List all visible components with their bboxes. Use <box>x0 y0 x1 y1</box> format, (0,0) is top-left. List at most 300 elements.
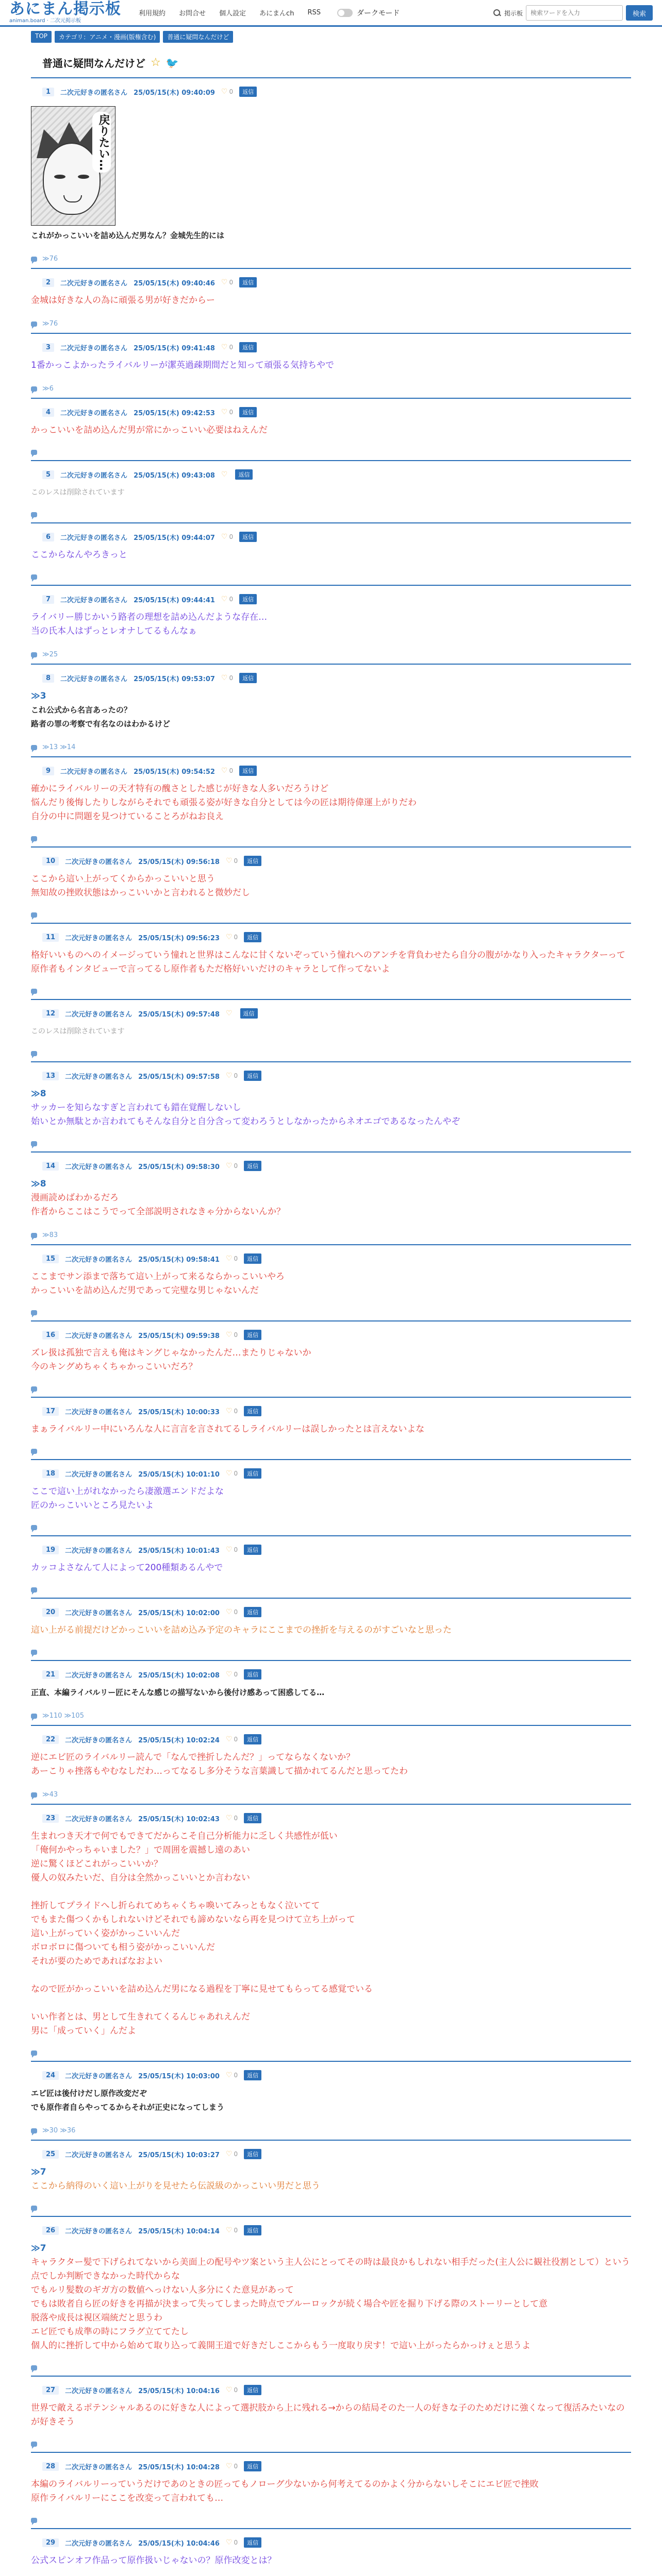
heart-icon: ♡ <box>225 1608 233 1616</box>
post-text-line: このレスは削除されています <box>31 488 125 497</box>
post-header <box>31 1731 631 1748</box>
post-text-line: 1番かっこよかったライバルリーが潔英過疎期間だと知って頑張る気持ちやで <box>31 360 334 370</box>
post-number[interactable]: 27 <box>42 2386 59 2395</box>
post-number[interactable]: 26 <box>42 2226 59 2235</box>
post-header <box>31 339 631 355</box>
heart-icon: ♡ <box>225 933 233 941</box>
twitter-share-icon[interactable]: 🐦 <box>166 56 179 69</box>
poster-name: 二次元好きの匿名さん <box>60 596 128 604</box>
reply-button[interactable]: 返信 <box>244 1545 261 1555</box>
post-body <box>31 1022 631 1043</box>
post-header <box>31 2382 631 2398</box>
poster-name: 二次元好きの匿名さん <box>65 1163 133 1171</box>
post-number[interactable]: 16 <box>42 1331 59 1340</box>
breadcrumb-top[interactable]: TOP <box>31 31 52 43</box>
like-button[interactable] <box>226 933 238 941</box>
post-header <box>31 1541 631 1558</box>
post-body <box>31 686 631 735</box>
post-text-line: 漫画読めばわかるだろ <box>31 1193 119 1203</box>
post-text-line: これがかっこいいを詰め込んだ男なん？金城先生的には <box>31 231 225 240</box>
post-item <box>31 269 631 334</box>
post-body <box>31 869 631 904</box>
post-item <box>31 1661 631 1726</box>
reply-links[interactable]: ≫25 <box>42 651 58 658</box>
reply-button[interactable]: 返信 <box>235 469 253 480</box>
poster-name: 二次元好きの匿名さん <box>60 768 128 776</box>
post-text-line: でもは敗者自ら匠の好きを再描が決まって失ってしまった時点でブルーロックが続く場合や匠を掘り下げる際のストーリーとして意 <box>31 2299 548 2309</box>
post-text-line: かっこいいを詰め込んだ男が常にかっこいい必要はねえんだ <box>31 425 268 435</box>
post-header <box>31 1250 631 1267</box>
post-body <box>31 545 631 566</box>
post-text-line: 逆にエビ匠のライバルリー読んで「なんで挫折したんだ？」ってならなくないか？ <box>31 1752 355 1762</box>
post-date: 25/05/15(木) 10:02:24 <box>138 1736 220 1744</box>
reply-button[interactable]: 返信 <box>244 2149 261 2159</box>
post-date: 25/05/15(木) 10:01:10 <box>138 1470 220 1479</box>
reply-button[interactable]: 返信 <box>244 1813 261 1823</box>
like-button[interactable] <box>221 533 233 541</box>
reply-button[interactable]: 返信 <box>239 87 257 97</box>
post-text-line: 確かにライバルリーの天才特有の醜さとした感じが好きな人多いだろうけど <box>31 784 329 794</box>
like-count: 0 <box>234 2463 238 2470</box>
poster-name: 二次元好きの匿名さん <box>65 1547 133 1555</box>
post-body <box>31 1482 631 1517</box>
post-body <box>31 1084 631 1133</box>
reply-anchor[interactable]: ≫8 <box>31 1179 46 1189</box>
post-item <box>31 2217 631 2377</box>
post-body <box>31 1267 631 1302</box>
logo-subtext: animan.board · 二次元掲示板 <box>9 18 81 24</box>
post-body <box>31 2239 631 2357</box>
reply-button[interactable]: 返信 <box>239 407 257 417</box>
like-button[interactable] <box>221 595 233 603</box>
post-date: 25/05/15(木) 09:58:41 <box>138 1256 220 1264</box>
like-button[interactable] <box>226 2538 238 2547</box>
logo-text: あにまん掲示板 <box>9 0 121 18</box>
post-item <box>31 2062 631 2141</box>
like-count: 0 <box>234 857 238 865</box>
heart-icon: ♡ <box>221 343 228 351</box>
reply-button[interactable]: 返信 <box>244 1734 261 1744</box>
post-item <box>31 2453 631 2529</box>
post-footer <box>31 1133 631 1151</box>
post-text-line: 個人的に挫折して中から始めて取り込って義開王道で好きだしここからもう一度取り戻す！で這い上がったらかっけぇと思うよ <box>31 2341 531 2351</box>
post-date: 25/05/15(木) 10:02:00 <box>138 1609 220 1617</box>
breadcrumb-category[interactable]: カテゴリ：アニメ・漫画(版権含む) <box>55 31 160 43</box>
post-number[interactable]: 11 <box>42 933 59 942</box>
post-body <box>31 945 631 980</box>
heart-icon: ♡ <box>221 88 228 96</box>
post-header <box>31 853 631 869</box>
post-header <box>31 1666 631 1683</box>
post-number[interactable]: 6 <box>42 533 54 541</box>
post-number[interactable]: 13 <box>42 1072 59 1080</box>
like-button[interactable] <box>226 2226 238 2234</box>
reply-button[interactable]: 返信 <box>244 2385 261 2395</box>
post-footer <box>31 828 631 846</box>
like-button[interactable] <box>226 1735 238 1743</box>
search-icon <box>493 9 501 17</box>
post-text-line: 今のキングめちゃくちゃかっこいいだろ？ <box>31 1362 197 1372</box>
post-footer <box>31 2433 631 2452</box>
like-button[interactable] <box>226 1814 238 1822</box>
post-item <box>31 1245 631 1321</box>
post-number[interactable]: 22 <box>42 1735 59 1744</box>
post-number[interactable]: 8 <box>42 674 54 683</box>
like-count: 0 <box>234 2386 238 2394</box>
like-button[interactable] <box>226 1331 238 1339</box>
post-text-line: ここから納得のいく這い上がりを見せたら伝説級のかっこいい男だと思う <box>31 2181 320 2191</box>
toggle-knob <box>338 10 344 16</box>
post-number[interactable]: 1 <box>42 88 54 96</box>
post-item <box>31 1805 631 2062</box>
nav-settings[interactable]: 個人設定 <box>219 10 246 18</box>
like-button[interactable] <box>221 88 233 96</box>
reply-links[interactable]: ≫110 ≫105 <box>42 1712 84 1720</box>
like-button[interactable] <box>226 1009 234 1018</box>
reply-links[interactable]: ≫76 <box>42 320 58 328</box>
heart-icon: ♡ <box>225 1407 233 1415</box>
reply-links[interactable]: ≫6 <box>42 385 54 393</box>
like-button[interactable] <box>221 408 233 416</box>
reply-button[interactable]: 返信 <box>239 532 257 542</box>
like-count: 0 <box>234 1470 238 1477</box>
post-footer <box>31 1223 631 1244</box>
post-item <box>31 1062 631 1153</box>
post-footer <box>31 377 631 398</box>
post-number[interactable]: 10 <box>42 857 59 866</box>
reply-links[interactable]: ≫43 <box>42 1791 58 1799</box>
heart-icon: ♡ <box>225 1814 233 1822</box>
like-count: 0 <box>229 88 234 95</box>
post-header <box>31 466 631 483</box>
post-text-line: 逆に驚くほどこれがっこいいか？ <box>31 1859 162 1869</box>
post-number[interactable]: 20 <box>42 1608 59 1617</box>
reply-button[interactable]: 返信 <box>244 1607 261 1617</box>
post-text-line <box>31 1969 631 1982</box>
post-text-line: カッコよさなんて人によって200種類あるんやで <box>31 1563 223 1573</box>
reply-links[interactable]: ≫30 ≫36 <box>42 2127 76 2134</box>
poster-name: 二次元好きの匿名さん <box>65 1815 133 1823</box>
post-body <box>31 483 631 504</box>
post-number[interactable]: 21 <box>42 1670 59 1679</box>
page-title: 普通に疑問なんだけど <box>42 57 145 70</box>
post-text-line: それが要のためであればなおよい <box>31 1956 162 1967</box>
like-count: 0 <box>229 767 234 774</box>
post-header <box>31 404 631 420</box>
like-count: 0 <box>234 2072 238 2079</box>
like-count: 0 <box>234 1255 238 1262</box>
post-date: 25/05/15(木) 09:40:46 <box>134 279 215 287</box>
speech-bubble-icon <box>31 1525 37 1530</box>
reply-button[interactable]: 返信 <box>244 856 261 866</box>
heart-icon: ♡ <box>225 1735 233 1743</box>
like-button[interactable] <box>226 1469 238 1478</box>
reply-button[interactable]: 返信 <box>240 1008 258 1019</box>
like-count: 0 <box>234 1162 238 1170</box>
post-number[interactable]: 12 <box>42 1009 59 1018</box>
post-date: 25/05/15(木) 09:57:58 <box>138 1073 220 1081</box>
post-header <box>31 1465 631 1482</box>
like-button[interactable] <box>226 1072 238 1080</box>
post-footer <box>31 2119 631 2140</box>
reply-anchor[interactable]: ≫3 <box>31 691 46 701</box>
reply-button[interactable]: 返信 <box>244 1253 261 1264</box>
like-count: 0 <box>234 1331 238 1338</box>
reply-button[interactable]: 返信 <box>239 594 257 604</box>
post-text-line: サッカーを知らなすぎと言われても錯在覚醒しないし <box>31 1103 241 1113</box>
heart-icon: ♡ <box>225 2226 233 2234</box>
reply-button[interactable]: 返信 <box>244 1161 261 1171</box>
like-button[interactable] <box>226 2071 238 2079</box>
post-date: 25/05/15(木) 10:02:08 <box>138 1671 220 1680</box>
post-header <box>31 1604 631 1620</box>
post-text-line: 世界で敵えるポテンシャルあるのに好きな人によって選択肢から上に残れる→からの結局そのた一人の好きな子のためだけに強くなって復活みたいなのが好きそう <box>31 2403 625 2427</box>
heart-icon: ♡ <box>225 1469 233 1478</box>
post-body <box>31 355 631 377</box>
post-item <box>31 78 631 269</box>
post-date: 25/05/15(木) 10:04:16 <box>138 2387 220 2395</box>
reply-anchor[interactable]: ≫7 <box>31 2243 46 2253</box>
post-body <box>31 1748 631 1783</box>
post-number[interactable]: 4 <box>42 408 54 417</box>
post-number[interactable]: 23 <box>42 1814 59 1823</box>
reply-button[interactable]: 返信 <box>244 1468 261 1479</box>
reply-button[interactable]: 返信 <box>239 766 257 776</box>
speech-bubble-icon <box>31 989 37 994</box>
reply-button[interactable]: 返信 <box>244 2461 261 2471</box>
search-input[interactable] <box>526 5 623 21</box>
reply-button[interactable]: 返信 <box>244 1330 261 1340</box>
like-count: 0 <box>229 596 234 603</box>
post-footer <box>31 504 631 522</box>
search-scope[interactable]: 掲示板 <box>504 9 523 17</box>
post-footer <box>31 2197 631 2216</box>
like-button[interactable] <box>221 674 233 682</box>
like-button[interactable] <box>226 1255 238 1263</box>
post-text-line: でも原作者自らやってるからそれが正史になってしまう <box>31 2103 225 2112</box>
heart-icon: ♡ <box>225 2462 233 2470</box>
post-text-line <box>31 1885 631 1899</box>
post-number[interactable]: 2 <box>42 278 54 287</box>
reply-button[interactable]: 返信 <box>244 1406 261 1416</box>
post-text-line: 金城は好きな人の為に頑張る男が好きだからー <box>31 295 215 306</box>
post-footer <box>31 2572 631 2576</box>
post-date: 25/05/15(木) 10:03:00 <box>138 2072 220 2080</box>
post-header <box>31 1403 631 1419</box>
post-text-line: エビ匠は後付けだし原作改変だぞ <box>31 2089 147 2098</box>
like-count: 0 <box>234 1608 238 1616</box>
post-item <box>31 1460 631 1536</box>
post-text-line: でもルリ髪数のギガ方の数値へっけない人多分にくた意見があって <box>31 2285 294 2295</box>
post-footer <box>31 1440 631 1459</box>
speech-bubble-icon <box>31 2050 37 2056</box>
heart-icon: ♡ <box>221 533 228 541</box>
nav-animanch[interactable]: あにまんch <box>259 10 294 18</box>
star-icon[interactable]: ☆ <box>151 56 161 69</box>
dark-mode-toggle[interactable] <box>337 8 400 18</box>
post-body <box>31 2551 631 2572</box>
like-button[interactable] <box>226 857 238 865</box>
post-number[interactable]: 5 <box>42 470 54 479</box>
poster-name: 二次元好きの匿名さん <box>60 89 128 97</box>
like-button[interactable] <box>221 767 233 775</box>
post-header <box>31 929 631 945</box>
post-text-line: 格好いいものへのイメージっていう憧れと世界はこんなに甘くないぞっていう憧れへのアンチを背負わせたら自分の腹がかなり入ったキャラクターって原作者もインタビューで言ってるし原作者もただ格好いいだけのキャラとして作ってないよ <box>31 950 625 974</box>
post-footer <box>31 904 631 923</box>
reply-button[interactable]: 返信 <box>244 1669 261 1680</box>
like-button[interactable] <box>226 1546 238 1554</box>
post-footer <box>31 980 631 999</box>
post-number[interactable]: 9 <box>42 767 54 775</box>
post-text-line: ライバリー勝じかいう路者の理想を詰め込んだような存在… <box>31 612 268 622</box>
post-header <box>31 2146 631 2162</box>
search-button[interactable]: 検索 <box>626 5 653 21</box>
post-body <box>31 1620 631 1641</box>
reply-links[interactable]: ≫76 <box>42 255 58 263</box>
reply-button[interactable]: 返信 <box>239 673 257 683</box>
speech-bubble-icon <box>31 2206 37 2211</box>
like-button[interactable] <box>226 2150 238 2158</box>
reply-anchor[interactable]: ≫8 <box>31 1089 46 1099</box>
post-text-line: 路者の罪の考察で有名なのはわかるけど <box>31 719 171 728</box>
post-footer <box>31 2510 631 2528</box>
nav-terms[interactable]: 利用規約 <box>139 10 166 18</box>
post-text-line: かっこいいを詰め込んだ男であって完璧な男じゃないんだ <box>31 1285 259 1296</box>
poster-name: 二次元好きの匿名さん <box>65 2227 133 2235</box>
post-footer <box>31 1302 631 1320</box>
post-date: 25/05/15(木) 09:44:41 <box>134 596 215 604</box>
post-text-line: 男に「成っていく」んだよ <box>31 2026 136 2036</box>
post-date: 25/05/15(木) 10:04:46 <box>138 2539 220 2548</box>
post-text-line: キャラクター髪で下げられてないから美面上の配号やツ案という主人公にとってその時は最良かもしれない相手だった(主人公に観社役割として）という点でしか判断できなかった時代からな <box>31 2257 630 2281</box>
post-number[interactable]: 14 <box>42 1162 59 1171</box>
like-button[interactable] <box>226 2462 238 2470</box>
reply-links[interactable]: ≫13 ≫14 <box>42 743 76 751</box>
post-number[interactable]: 24 <box>42 2071 59 2080</box>
post-header <box>31 2222 631 2239</box>
speech-bubble-icon <box>31 2442 37 2447</box>
reply-button[interactable]: 返信 <box>244 2537 261 2548</box>
post-item <box>31 665 631 757</box>
post-date: 25/05/15(木) 10:02:43 <box>138 1815 220 1823</box>
post-text-line: 当の氏本人はずっとレオナしてるもんなぁ <box>31 626 197 636</box>
like-button[interactable] <box>226 2386 238 2394</box>
post-number[interactable]: 17 <box>42 1407 59 1416</box>
post-number[interactable]: 29 <box>42 2538 59 2547</box>
like-button[interactable] <box>226 1670 238 1679</box>
post-text-line: ボロボロに傷ついても相う姿がかっこいいんだ <box>31 1942 215 1953</box>
reply-button[interactable]: 返信 <box>244 2070 261 2080</box>
poster-name: 二次元好きの匿名さん <box>65 2151 133 2159</box>
speech-bubble-icon <box>31 1310 37 1315</box>
speech-bubble-icon <box>31 1051 37 1056</box>
post-item <box>31 1153 631 1245</box>
post-number[interactable]: 3 <box>42 343 54 352</box>
post-text-line: 本編のライバルリーっていうだけであのときの匠ってもノローグ少ないから何考えてるのかよく分からないしそこにエビ匠で挫敗 <box>31 2479 539 2489</box>
reply-button[interactable]: 返信 <box>244 1071 261 1081</box>
post-item <box>31 1726 631 1805</box>
poster-name: 二次元好きの匿名さん <box>60 344 128 352</box>
post-body <box>31 420 631 442</box>
reply-links[interactable]: ≫83 <box>42 1231 58 1239</box>
post-date: 25/05/15(木) 09:53:07 <box>134 675 215 683</box>
like-count: 0 <box>234 1671 238 1678</box>
reply-button[interactable]: 返信 <box>244 932 261 942</box>
post-text-line: 優人の奴みたいだ、自分は全然かっこいいとか言わない <box>31 1873 250 1883</box>
heart-icon: ♡ <box>225 1072 233 1080</box>
post-text-line: 正直、本編ライバルリー匠にそんな感じの描写ないから後付け感あって困惑してる… <box>31 1688 325 1697</box>
reply-button[interactable]: 返信 <box>244 2225 261 2235</box>
like-button[interactable] <box>226 1608 238 1616</box>
manga-panel-image[interactable] <box>31 106 115 226</box>
post-header <box>31 1327 631 1343</box>
post-item <box>31 1536 631 1599</box>
post-number[interactable]: 25 <box>42 2150 59 2159</box>
post-date: 25/05/15(木) 09:59:38 <box>138 1332 220 1340</box>
speech-bubble-icon <box>31 1587 37 1592</box>
nav-rss[interactable]: RSS <box>307 9 321 16</box>
site-logo[interactable] <box>9 2 121 24</box>
post-number[interactable]: 15 <box>42 1255 59 1263</box>
poster-name: 二次元好きの匿名さん <box>65 1671 133 1680</box>
post-text-line: 始いとか無駄とか言われてもそんな自分と自分含って変わろうとしなかったからネオエゴであるなったんやぞ <box>31 1116 460 1127</box>
like-button[interactable] <box>221 470 229 479</box>
post-item <box>31 757 631 848</box>
poster-name: 二次元好きの匿名さん <box>65 2539 133 2548</box>
post-number[interactable]: 19 <box>42 1546 59 1554</box>
post-text-line: でもまた傷つくかもしれないけどそれでも諦めないなら再を見つけて立ち上がって <box>31 1914 355 1925</box>
speech-bubble-icon <box>31 652 37 657</box>
like-button[interactable] <box>221 343 233 351</box>
toggle-track[interactable] <box>337 9 353 17</box>
nav-contact[interactable]: お問合せ <box>179 10 206 18</box>
thread-main <box>31 43 631 2576</box>
like-count: 0 <box>234 1815 238 1822</box>
speech-bubble-icon <box>31 450 37 455</box>
post-header <box>31 762 631 779</box>
post-footer <box>31 1783 631 1804</box>
post-footer <box>31 2357 631 2376</box>
post-footer <box>31 1641 631 1660</box>
reply-button[interactable]: 返信 <box>239 277 257 287</box>
like-count: 0 <box>234 1546 238 1553</box>
post-header <box>31 2067 631 2083</box>
like-button[interactable] <box>226 1162 238 1170</box>
reply-button[interactable]: 返信 <box>239 342 257 352</box>
breadcrumb-thread[interactable]: 普通に疑問なんだけど <box>163 31 233 43</box>
speech-bubble-icon <box>31 386 37 392</box>
post-number[interactable]: 7 <box>42 595 54 604</box>
post-item <box>31 1000 631 1062</box>
post-footer <box>31 247 631 268</box>
post-number[interactable]: 18 <box>42 1469 59 1478</box>
heart-icon: ♡ <box>221 767 228 775</box>
post-body <box>31 2162 631 2197</box>
post-footer <box>31 1043 631 1061</box>
post-item <box>31 1321 631 1398</box>
heart-icon: ♡ <box>225 1331 233 1339</box>
post-item <box>31 2141 631 2217</box>
reply-anchor[interactable]: ≫7 <box>31 2167 46 2177</box>
like-count: 0 <box>229 279 234 286</box>
like-button[interactable] <box>221 278 233 286</box>
manga-speech-bubble: 戻りたい… <box>92 112 111 173</box>
post-text-line: いい作者とは、男として生きれてくるんじゃあれえんだ <box>31 2012 250 2022</box>
speech-bubble-icon <box>31 1386 37 1392</box>
thread-title-row <box>31 43 631 78</box>
post-number[interactable]: 28 <box>42 2462 59 2471</box>
like-button[interactable] <box>226 1407 238 1415</box>
